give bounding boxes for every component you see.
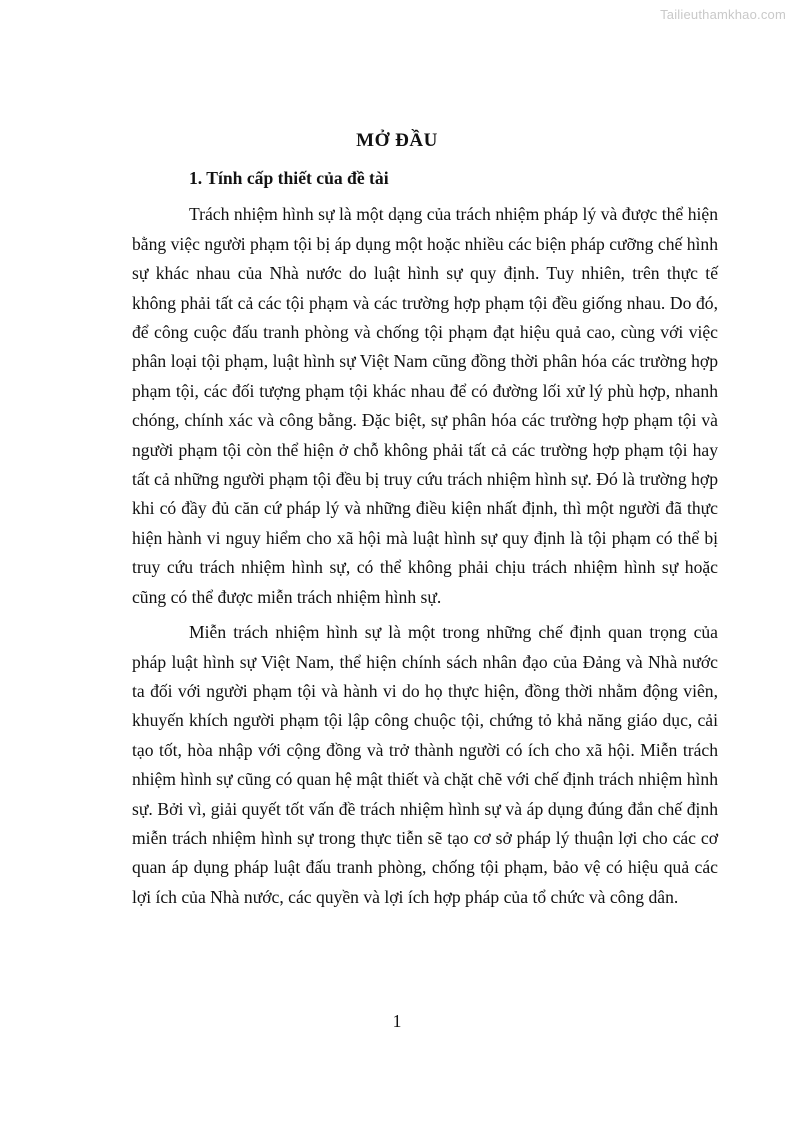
page-title: MỞ ĐẦU [356,129,438,151]
watermark: Tailieuthamkhao.com [660,7,786,22]
page-number: 1 [392,1011,402,1031]
section-title: . Tính cấp thiết của đề tài [197,168,389,188]
paragraph-2: Miễn trách nhiệm hình sự là một trong những chế định quan trọng của pháp luật hình sự Việt Nam, thể hiện chính sách nhân đạo của Đảng và Nhà nước ta đối với người phạm tội và hành vi do họ thực hiện, đồng thời nhằm động viên, khuyến khích người phạm tội lập công chuộc tội, chứng tỏ khả năng giáo dục, cải tạo tốt, hòa nhập với cộng đồng và trở thành người có ích cho xã hội. Miễn trách nhiệm hình sự cũng có quan hệ mật thiết và chặt chẽ với chế định trách nhiệm hình sự. Bởi vì, giải quyết tốt vấn đề trách nhiệm hình sự và áp dụng đúng đắn chế định miễn trách nhiệm hình sự trong thực tiễn sẽ tạo cơ sở pháp lý thuận lợi cho các cơ quan áp dụng pháp luật đấu tranh phòng, chống tội phạm, bảo vệ có hiệu quả các lợi ích của Nhà nước, các quyền và lợi ích hợp pháp của tổ chức và công dân. [132,622,718,907]
document-body [132,164,718,912]
section-number: 1 [189,168,198,188]
section-heading [132,164,718,193]
paragraph-1: Trách nhiệm hình sự là một dạng của trách nhiệm pháp lý và được thể hiện bằng việc người phạm tội bị áp dụng một hoặc nhiều các biện pháp cưỡng chế hình sự khác nhau của Nhà nước do luật hình sự quy định. Tuy nhiên, trên thực tế không phải tất cả các tội phạm và các trường hợp phạm tội đều giống nhau. Do đó, để công cuộc đấu tranh phòng và chống tội phạm đạt hiệu quả cao, cùng với việc phân loại tội phạm, luật hình sự Việt Nam cũng đồng thời phân hóa các trường hợp phạm tội, các đối tượng phạm tội khác nhau để có đường lối xử lý phù hợp, nhanh chóng, chính xác và công bằng. Đặc biệt, sự phân hóa các trường hợp phạm tội và người phạm tội còn thể hiện ở chỗ không phải tất cả các trường hợp phạm tội hay tất cả những người phạm tội đều bị truy cứu trách nhiệm hình sự. Đó là trường hợp khi có đầy đủ căn cứ pháp lý và những điều kiện nhất định, thì một người đã thực hiện hành vi nguy hiểm cho xã hội mà luật hình sự quy định là tội phạm có thể bị truy cứu trách nhiệm hình sự, có thể không phải chịu trách nhiệm hình sự hoặc cũng có thể được miễn trách nhiệm hình sự. [132,204,718,607]
